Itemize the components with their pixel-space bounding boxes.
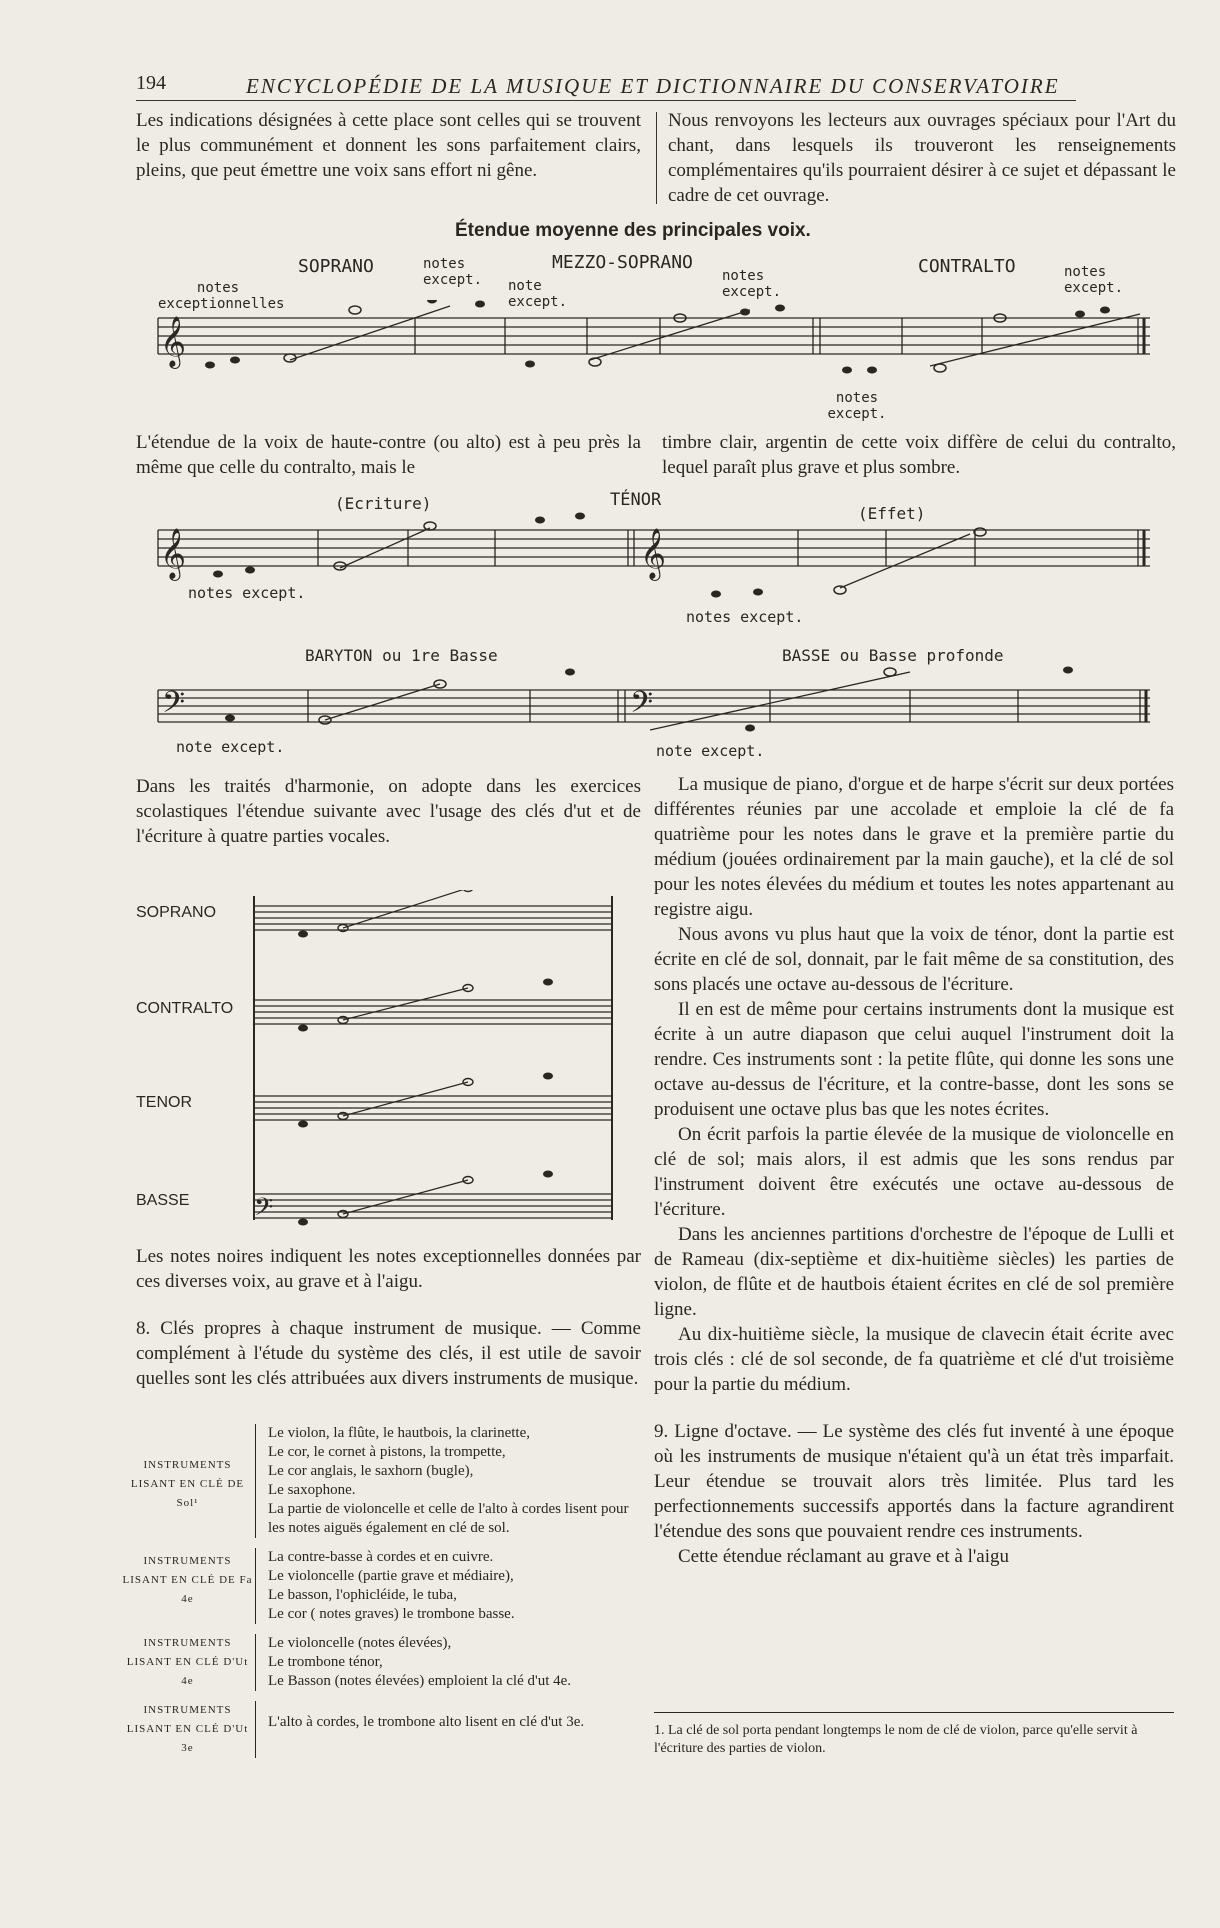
label-contralto: CONTRALTO bbox=[918, 256, 1016, 277]
group-ut4-items bbox=[255, 1634, 645, 1691]
list-item: La contre-basse à cordes et en cuivre. bbox=[268, 1549, 494, 1565]
list-item: La partie de violoncelle et celle de l'alto à cordes lisent pour les notes aiguës également en clé de sol. bbox=[268, 1501, 629, 1536]
label-tenor: TÉNOR bbox=[610, 490, 662, 510]
group-sol-label: INSTRUMENTS LISANT EN CLÉ DE Sol¹ bbox=[130, 1459, 245, 1509]
paragraph: Cette étendue réclamant au grave et à l'aigu bbox=[678, 1546, 1010, 1567]
label-notes-except-a: notes except. bbox=[423, 256, 483, 288]
group-fa bbox=[120, 1548, 645, 1624]
group-sol-items bbox=[255, 1424, 645, 1538]
right-column-text bbox=[654, 772, 1174, 1569]
list-item: Le basson, l'ophicléide, le tuba, bbox=[268, 1587, 457, 1603]
label-notes-except-e: notes except. bbox=[827, 390, 887, 422]
label-baryton: BARYTON ou 1re Basse bbox=[305, 646, 498, 665]
bass-staff bbox=[150, 660, 1160, 740]
paragraph: Dans les anciennes partitions d'orchestre de l'époque de Lulli et de Rameau (dix-septième et dix-huitième siècles) les parties de violon, de flûte et de hautbois étaient écrites en clé de sol première ligne. bbox=[654, 1224, 1174, 1320]
svg-text:𝄞: 𝄞 bbox=[640, 528, 667, 579]
svg-text:𝄢: 𝄢 bbox=[254, 1193, 274, 1228]
page-number: 194 bbox=[136, 72, 166, 94]
intro-left-paragraph: Les indications désignées à cette place sont celles qui se trouvent le plus communément et donnent les sons parfaitement clairs, pleins, que peut émettre une voix sans effort ni gêne. bbox=[136, 110, 641, 181]
list-item: Le cor ( notes graves) le trombone basse. bbox=[268, 1606, 515, 1622]
svg-text:𝄞: 𝄞 bbox=[160, 528, 187, 579]
black-notes-paragraph: Les notes noires indiquent les notes exceptionnelles données par ces diverses voix, au grave et à l'aigu. bbox=[136, 1246, 641, 1292]
list-item: L'alto à cordes, le trombone alto lisent en clé d'ut 3e. bbox=[268, 1714, 585, 1730]
paragraph: La musique de piano, d'orgue et de harpe s'écrit sur deux portées différentes réunies par une accolade et emploie la clé de fa quatrième pour les notes dans le grave et la première partie du médium (jouées ordinairement par la main gauche), et la clé de sol pour les notes élevées du médium et toutes les notes appartenant au registre aigu. bbox=[654, 774, 1174, 920]
group-ut3 bbox=[120, 1701, 645, 1758]
group-ut4 bbox=[120, 1634, 645, 1691]
list-item: Le violoncelle (notes élevées), bbox=[268, 1635, 452, 1651]
label-notes-except-tenor-left: notes except. bbox=[188, 584, 306, 602]
list-item: Le cor anglais, le saxhorn (bugle), bbox=[268, 1463, 474, 1479]
label-notes-except-c: notes except. bbox=[722, 268, 782, 300]
list-item: Le violon, la flûte, le hautbois, la clarinette, bbox=[268, 1425, 530, 1441]
label-notes-exceptionnelles: notes exceptionnelles bbox=[158, 280, 285, 312]
list-item: Le Basson (notes élevées) emploient la clé d'ut 4e. bbox=[268, 1673, 572, 1689]
haute-contre-right: timbre clair, argentin de cette voix diffère de celui du contralto, lequel paraît plus grave et plus sombre. bbox=[662, 432, 1176, 478]
list-item: Le violoncelle (partie grave et médiaire), bbox=[268, 1568, 514, 1584]
harmony-staves bbox=[136, 890, 641, 1230]
paragraph: Il en est de même pour certains instruments dont la musique est écrite à un autre diapason que celui auquel l'instrument doit la rendre. Ces instruments sont : la petite flûte, qui donne les sons une octave au-dessus de l'écriture, et la contre-basse, dont les sons se produisent une octave plus bas que les notes écrites. bbox=[654, 999, 1174, 1120]
voice-tenor: TENOR bbox=[136, 1094, 192, 1111]
voices-range-title: Étendue moyenne des principales voix. bbox=[455, 220, 811, 241]
group-ut3-items bbox=[255, 1701, 645, 1758]
voice-basse: BASSE bbox=[136, 1192, 190, 1209]
group-fa-items bbox=[255, 1548, 645, 1624]
harmony-staves-svg bbox=[248, 890, 648, 1230]
label-effet: (Effet) bbox=[858, 504, 926, 523]
label-note-except-basse: note except. bbox=[656, 742, 765, 760]
running-header bbox=[136, 72, 1076, 101]
label-soprano: SOPRANO bbox=[298, 256, 374, 277]
list-item: Le trombone ténor, bbox=[268, 1654, 383, 1670]
svg-text:𝄞: 𝄞 bbox=[160, 316, 187, 367]
footnote-rule bbox=[654, 1712, 1174, 1713]
voices-staff bbox=[150, 300, 1160, 390]
group-ut3-label: INSTRUMENTS LISANT EN CLÉ D'Ut 3e bbox=[126, 1704, 249, 1754]
group-ut4-label: INSTRUMENTS LISANT EN CLÉ D'Ut 4e bbox=[126, 1637, 249, 1687]
harmony-paragraph: Dans les traités d'harmonie, on adopte dans les exercices scolastiques l'étendue suivante avec l'usage des clés d'ut et de l'écriture à quatre parties vocales. bbox=[136, 776, 641, 847]
label-mezzo-soprano: MEZZO-SOPRANO bbox=[552, 252, 693, 273]
list-item: Le cor, le cornet à pistons, la trompette, bbox=[268, 1444, 506, 1460]
paragraph: On écrit parfois la partie élevée de la musique de violoncelle en clé de sol; mais alors, il est admis que les sons rendus par l'instrument doivent être exécutés une octave au-dessous de l'écriture. bbox=[654, 1124, 1174, 1220]
label-ecriture: (Ecriture) bbox=[335, 494, 432, 513]
svg-text:𝄢: 𝄢 bbox=[162, 686, 186, 727]
label-notes-except-tenor-right: notes except. bbox=[686, 608, 804, 626]
group-sol bbox=[120, 1424, 645, 1538]
instrument-groups bbox=[120, 1424, 645, 1758]
label-notes-except-d: notes except. bbox=[1064, 264, 1124, 296]
running-title: ENCYCLOPÉDIE DE LA MUSIQUE ET DICTIONNAIRE DU CONSERVATOIRE bbox=[246, 74, 1060, 98]
list-item: Le saxophone. bbox=[268, 1482, 356, 1498]
section-8-paragraph: 8. Clés propres à chaque instrument de musique. — Comme complément à l'étude du système des clés, il est utile de savoir quelles sont les clés attribuées aux divers instruments de musique. bbox=[136, 1318, 641, 1389]
haute-contre-left: L'étendue de la voix de haute-contre (ou alto) est à peu près la même que celle du contralto, mais le bbox=[136, 432, 641, 478]
footnote: 1. La clé de sol porta pendant longtemps le nom de clé de violon, parce qu'elle servit à l'écriture des parties de violon. bbox=[654, 1723, 1138, 1756]
label-basse: BASSE ou Basse profonde bbox=[782, 646, 1004, 665]
voice-contralto: CONTRALTO bbox=[136, 1000, 234, 1017]
tenor-staff bbox=[150, 510, 1160, 610]
paragraph: Nous avons vu plus haut que la voix de ténor, dont la partie est écrite en clé de sol, donnait, par le fait même de sa constitution, des sons placés une octave au-dessous de l'écriture. bbox=[654, 924, 1174, 995]
section-9-paragraph: 9. Ligne d'octave. — Le système des clés fut inventé à une époque où les instruments de musique n'étaient qu'à un état très imparfait. Leur étendue se trouvait alors très limitée. Plus tard les perfectionnements successifs apportés dans la facture agrandirent l'étendue des sons que pouvaient rendre ces instruments. bbox=[654, 1421, 1174, 1542]
paragraph: Au dix-huitième siècle, la musique de clavecin était écrite avec trois clés : clé de sol seconde, de fa quatrième et clé d'ut troisième pour la partie du médium. bbox=[654, 1324, 1174, 1395]
column-divider-top bbox=[656, 112, 657, 204]
voice-soprano: SOPRANO bbox=[136, 904, 217, 921]
group-fa-label: INSTRUMENTS LISANT EN CLÉ DE Fa 4e bbox=[122, 1555, 253, 1605]
intro-right-paragraph: Nous renvoyons les lecteurs aux ouvrages spéciaux pour l'Art du chant, dans lesquels ils trouveront les renseignements complémentaires qu'ils pourraient désirer à ce sujet et dépassant le cadre de cet ouvrage. bbox=[668, 110, 1176, 206]
label-note-except-baryton: note except. bbox=[176, 738, 285, 756]
label-note-except-b: note except. bbox=[508, 278, 568, 310]
svg-text:𝄢: 𝄢 bbox=[630, 686, 654, 727]
